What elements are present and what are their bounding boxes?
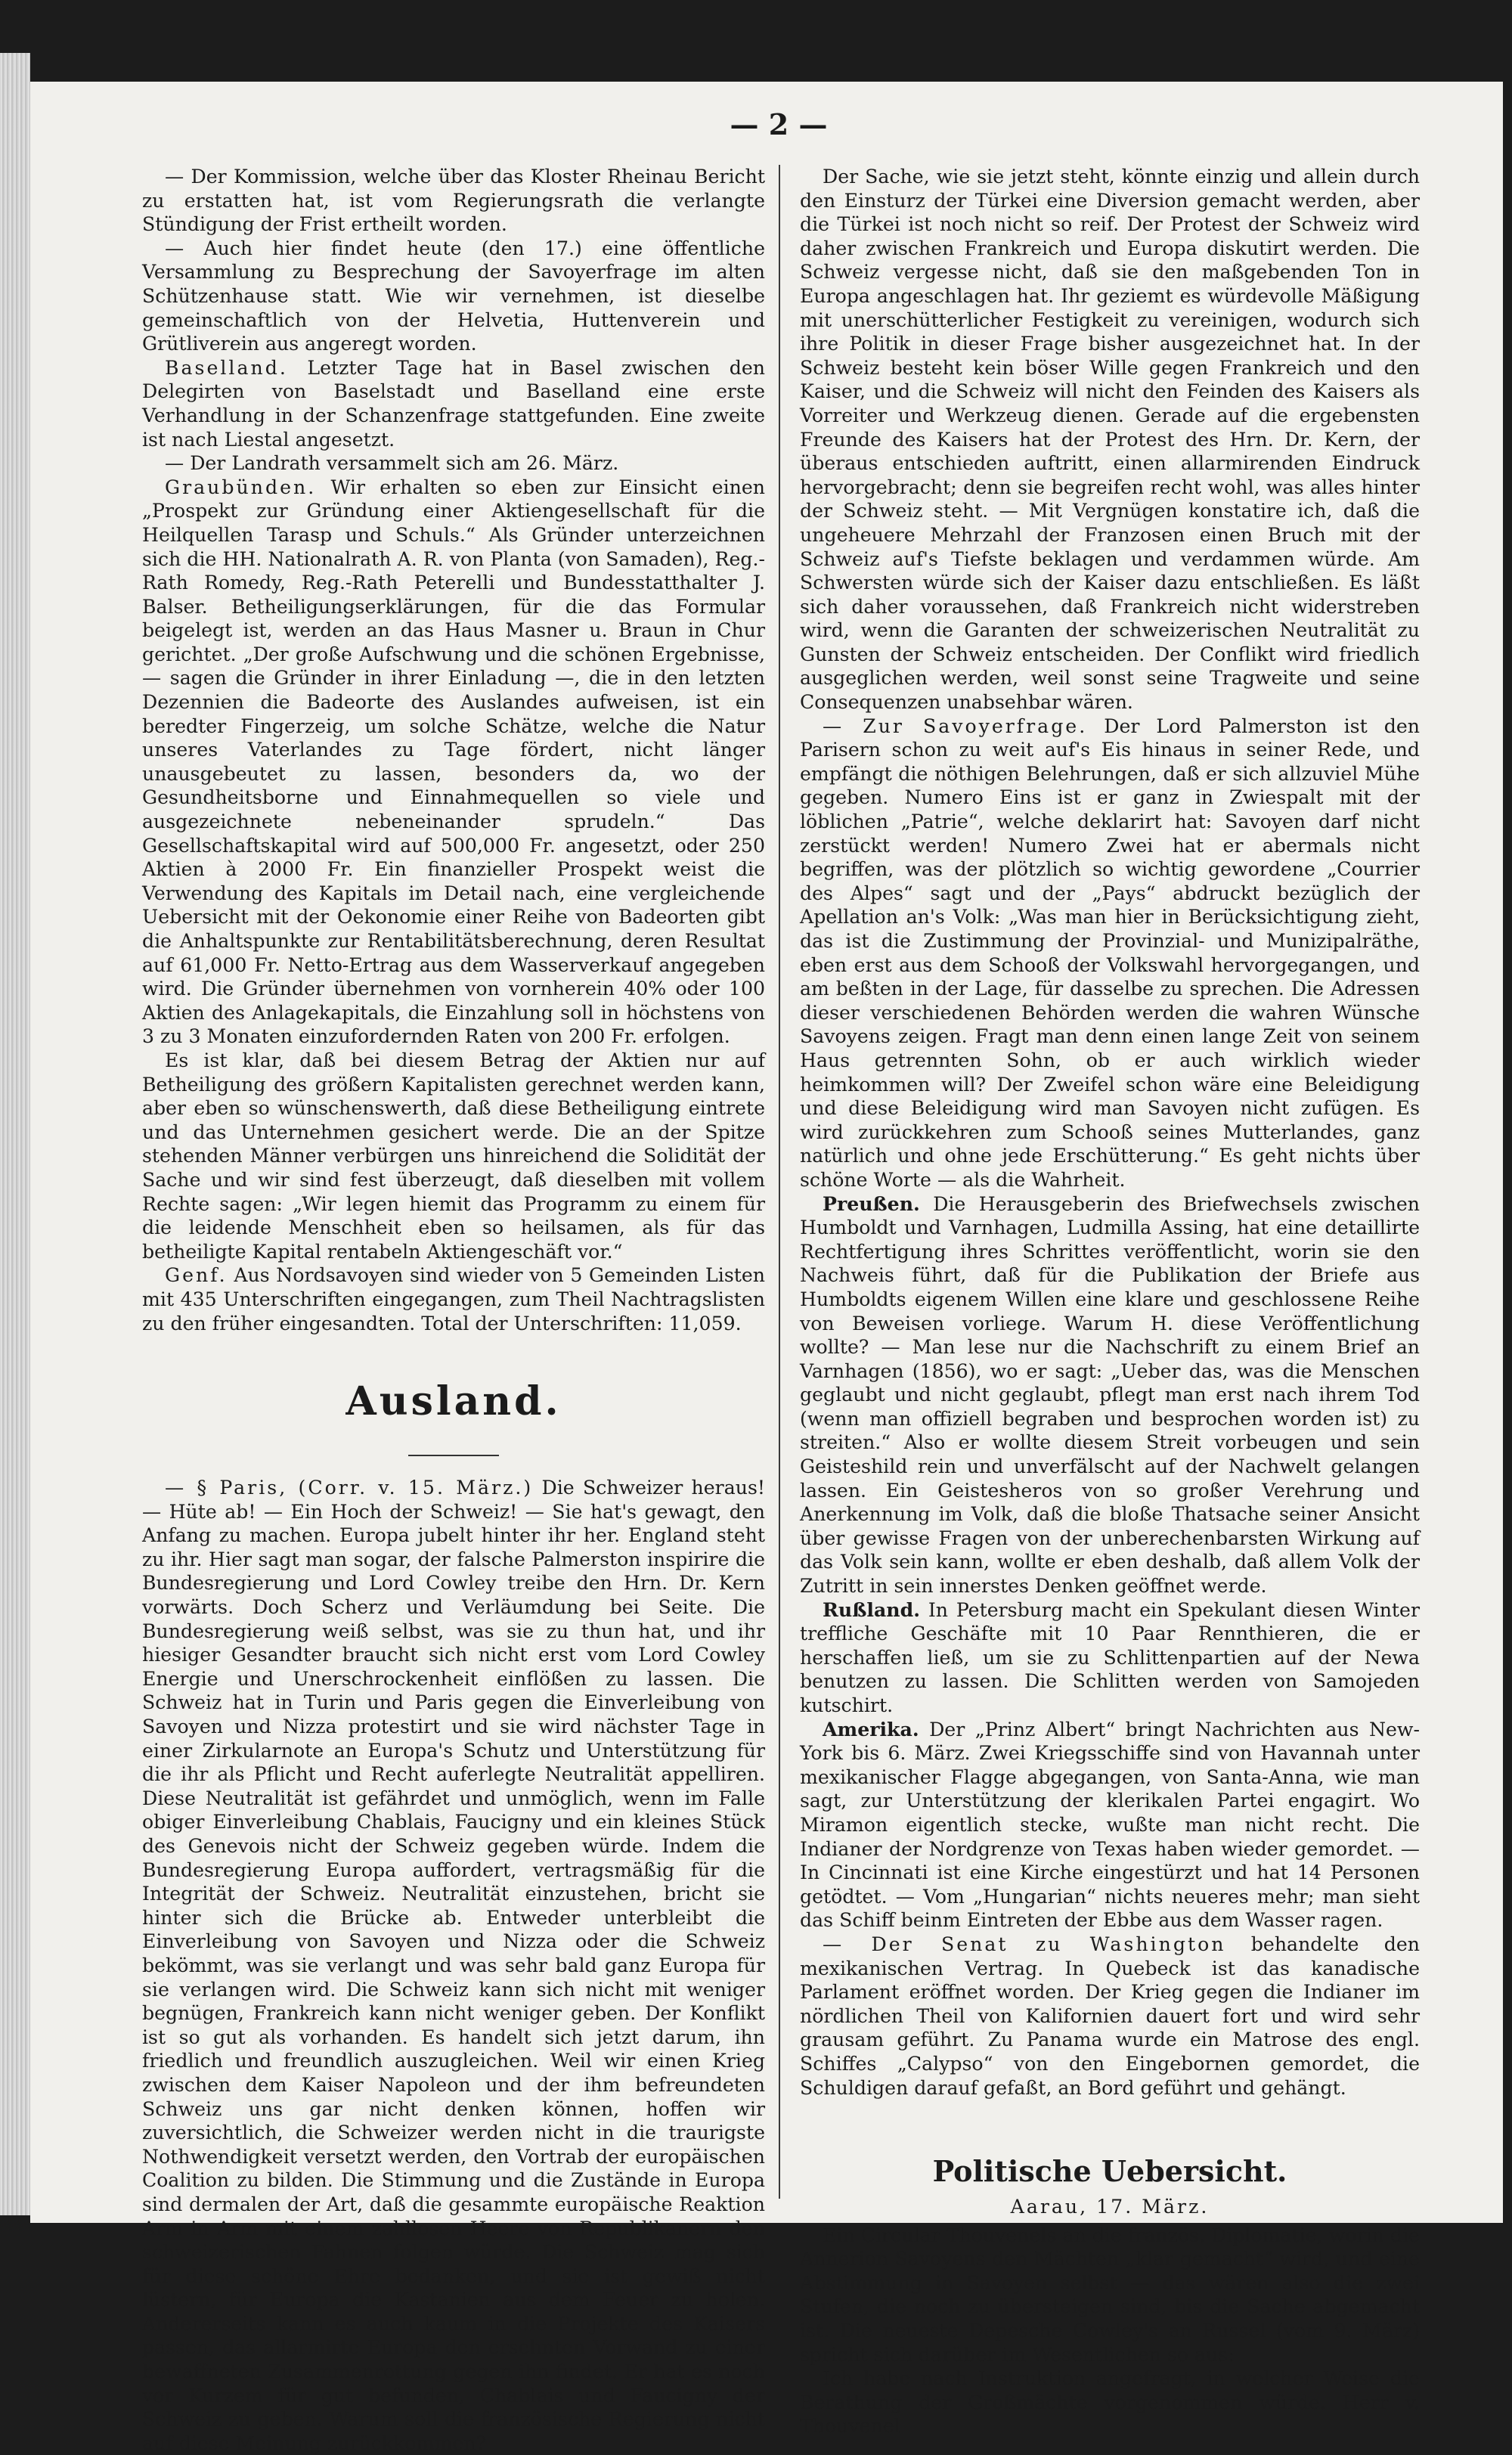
page-number: — 2 — (730, 107, 828, 141)
article-savoyerfrage (800, 714, 1420, 1192)
article-preussen (800, 1192, 1420, 1598)
article-baselland (142, 356, 765, 451)
heading-divider (408, 1455, 499, 1456)
article-senat (800, 1933, 1420, 2100)
section-lead-amerika: Amerika. (823, 1717, 919, 1741)
article-russland-text: In Petersburg macht ein Spekulant diesen Winter treffliche Geschäfte mit 10 Paar Rennthieren, die er herschaffen ließ, um sie zu Schlittenpartien auf der Newa benutzen zu lassen. Die Schlitten werden von Samojeden kutschirt. (800, 1598, 1420, 1716)
article-landrath: — Der Landrath versammelt sich am 26. März. (165, 452, 619, 475)
article-circular: Ein Circular Thouvenels an die französ. Diplomatie, worin die Annerion Savoyens den Mächten „klar gemacht“ wird, und eine Abstimmung in Savoyen selbst — das wären also die zwei Stufen, die noch zu übersteigen sind, bis die Sache abgemacht ist. Die neueste Depesche Cowley's an Russel (vom 9. März) spricht sich darüber im Wesentlichen so aus: (800, 2224, 1420, 2366)
section-lead-paris: — § Paris, (Corr. v. 15. März.) (165, 1477, 534, 1499)
section-lead-genf: Genf. (165, 1264, 228, 1287)
article-genf (142, 1263, 765, 1335)
section-lead-russland: Rußland. (823, 1598, 920, 1621)
left-column (142, 165, 765, 2455)
article-kommission: — Der Kommission, welche über das Kloster Rheinau Bericht zu erstatten hat, ist vom Regierungsrath die verlangte Stündigung der Frist ertheilt worden. (142, 166, 765, 236)
column-rule (779, 165, 780, 2199)
article-preussen-text: Die Herausgeberin des Briefwechsels zwischen Humboldt und Varnhagen, Ludmilla Assing, hat eine detaillirte Rechtfertigung ihres Schrittes veröffentlicht, worin sie den Nachweis führt, daß für die Publikation der Briefe aus Humboldts eigenem Willen eine klare und geschlossene Reihe von Beweisen vorliege. Warum H. diese Veröffentlichung wollte? — Man lese nur die Nachschrift zu einem Brief an Varnhagen (1856), wo er sagt: „Ueber das, was die Menschen geglaubt und nicht geglaubt, pflegt man erst nach ihrem Tod (wenn man offiziell begraben und besprochen worden ist) zu streiten.“ Also er wollte diesem Streit vorbeugen und sein Geisteshild rein und unverfälscht auf der Nachwelt gelangen lassen. Ein Geistesheros von so großer Verehrung und Anerkennung im Volk, daß die bloße Thatsache seiner Ansicht über gewisse Fragen von der unberechenbarsten Wirkung auf das Volk sein kann, wollte er eben deshalb, daß allem Volk der Zutritt in sein innerstes Denken geöffnet werde. (800, 1192, 1420, 1598)
heading-ausland: Ausland. (345, 1378, 562, 1425)
article-klar: Es ist klar, daß bei diesem Betrag der Aktien nur auf Betheiligung des größern Kapitalisten gerechnet werden kann, aber eben so wünschenswerth, daß diese Betheiligung eintrete und das Unternehmen gesichert werde. Die an der Spitze stehenden Männer verbürgen uns hinreichend die Solidität der Sache und wir sind fest überzeugt, daß dieselben mit vollem Rechte sagen: „Wir legen hiemit das Programm zu einem für die leidende Menschheit eben so heilsamen, als für das betheiligte Kapital rentabeln Aktiengeschäft vor.“ (142, 1049, 765, 1263)
dateline: Aarau, 17. März. (1010, 2196, 1210, 2218)
right-column (800, 165, 1420, 2438)
heading-politische-uebersicht: Politische Uebersicht. (932, 2154, 1287, 2189)
article-amerika (800, 1718, 1420, 1933)
article-baselland-text: Letzter Tage hat in Basel zwischen den Delegirten von Baselstadt und Baselland eine erste Verhandlung in der Schanzenfrage stattgefunden. Eine zweite ist nach Liestal angesetzt. (142, 356, 765, 451)
article-versammlung: — Auch hier findet heute (den 17.) eine öffentliche Versammlung zu Besprechung der Savoyerfrage im alten Schützenhause statt. Wie wir vernehmen, ist dieselbe gemeinschaftlich von der Helvetia, Huttenverein und Grütliverein aus angeregt worden. (142, 237, 765, 355)
section-lead-senat: — Der Senat zu Washington (823, 1933, 1226, 1955)
article-graubuenden (142, 476, 765, 1049)
article-russland (800, 1598, 1420, 1718)
article-paris (142, 1476, 765, 2455)
section-lead-baselland: Baselland. (165, 356, 288, 379)
section-lead-graubuenden: Graubünden. (165, 476, 317, 498)
article-tuerkei: Der Sache, wie sie jetzt steht, könnte einzig und allein durch den Einsturz der Türkei eine Diversion gemacht werden, aber die Türkei ist noch nicht so reif. Der Protest der Schweiz wird daher zwischen Frankreich und Europa diskutirt werden. Die Schweiz vergesse nicht, daß sie den maßgebenden Ton in Europa angeschlagen hat. Ihr geziemt es würdevolle Mäßigung mit unerschütterlicher Festigkeit zu vereinigen, wodurch sich ihre Politik in dieser Frage bisher ausgezeichnet hat. In der Schweiz besteht kein böser Wille gegen Frankreich und den Kaiser, und die Schweiz will nicht den Feinden des Kaisers als Vorreiter und Werkzeug dienen. Gerade auf die ergebensten Freunde des Kaisers hat der Protest des Hrn. Dr. Kern, der überaus entschieden auftritt, einen allarmirenden Eindruck hervorgebracht; denn sie begreifen recht wohl, was alles hinter der Schweiz steht. — Mit Vergnügen konstatire ich, daß die ungeheuere Mehrzahl der Franzosen einen Bruch mit der Schweiz auf's Tiefste beklagen und verdammen würde. Am Schwersten würde sich der Kaiser dazu entschließen. Es läßt sich daher voraussehen, daß Frankreich nicht widerstreben wird, wenn die Garanten der schweizerischen Neutralität zu Gunsten der Schweiz entscheiden. Der Conflikt wird friedlich ausgeglichen werden, weil sonst seine Tragweite und seine Consequenzen unabsehbar wären. (800, 166, 1420, 714)
section-lead-savoyerfrage: — Zur Savoyerfrage. (823, 714, 1088, 737)
article-graubuenden-text: Wir erhalten so eben zur Einsicht einen „Prospekt zur Gründung einer Aktiengesellschaft für die Heilquellen Tarasp und Schuls.“ Als Gründer unterzeichnen sich die HH. Nationalrath A. R. von Planta (von Samaden), Reg.-Rath Romedy, Reg.-Rath Peterelli und Bundesstatthalter J. Balser. Betheiligungserklärungen, für die das Formular beigelegt ist, werden an das Haus Masner u. Braun in Chur gerichtet. „Der große Aufschwung und die schönen Ergebnisse, — sagen die Gründer in ihrer Einladung —, die in den letzten Dezennien die Badeorte des Auslandes aufweisen, ist ein beredter Fingerzeig, um solche Schätze, welche die Natur unseres Vaterlandes zu Tage fördert, nicht länger unausgebeutet zu lassen, besonders da, wo der Gesundheitsborne und Einnahmequellen so viele und ausgezeichnete nebeneinander sprudeln.“ Das Gesellschaftskapital wird auf 500,000 Fr. angesetzt, oder 250 Aktien à 2000 Fr. Ein finanzieller Prospekt weist die Verwendung des Kapitals im Detail nach, eine vergleichende Uebersicht mit der Oekonomie einer Reihe von Badeorten gibt die Anhaltspunkte zur Rentabilitätsberechnung, deren Resultat auf 61,000 Fr. Netto-Ertrag aus dem Wasserverkauf angegeben wird. Die Gründer übernehmen von vornherein 40% oder 100 Aktien des Anlagekapitals, die Einzahlung soll in höchstens von 3 zu 3 Monaten einzufordernden Raten von 200 Fr. erfolgen. (142, 476, 765, 1048)
article-amerika-text: Der „Prinz Albert“ bringt Nachrichten aus New-York bis 6. März. Zwei Kriegsschiffe sind von Havannah unter mexikanischer Flagge abgegangen, von Santa-Anna, wie man sagt, zur Unterstützung der klerikalen Partei engagirt. Wo Miramon eigentlich stecke, wußte man nicht recht. Die Indianer der Nordgrenze von Texas haben wieder gemordet. — In Cincinnati ist eine Kirche eingestürzt und hat 14 Personen getödtet. — Vom „Hungarian“ nichts neueres mehr; man sieht das Schiff beinm Eintreten der Ebbe aus dem Wasser ragen. (800, 1718, 1421, 1932)
article-senat-text: behandelte den mexikanischen Vertrag. In Quebeck ist das kanadische Parlament eröffnet worden. Der Krieg gegen die Indianer im nördlichen Theil von Kalifornien dauert fort und wird sehr grausam geführt. Zu Panama wurde ein Matrose des engl. Schiffes „Calypso“ von den Eingebornen gemordet, die Schuldigen darauf gefaßt, an Bord geführt und gehängt. (800, 1933, 1420, 2099)
section-lead-preussen: Preußen. (823, 1192, 920, 1215)
article-instruktion: Ich habe nach Instruktion angefragt, in welcher Weise die Berathung der Großmächte vorgenommen würde. Herr v. Thouvenel (800, 2367, 1420, 2438)
page-edge (0, 53, 30, 2215)
article-paris-text: Die Schweizer heraus! — Hüte ab! — Ein Hoch der Schweiz! — Sie hat's gewagt, den Anfang zu machen. Europa jubelt hinter ihr her. England steht zu ihr. Hier sagt man sogar, der falsche Palmerston inspirire die Bundesregierung und Lord Cowley treibe den Hrn. Dr. Kern vorwärts. Doch Scherz und Verläumdung bei Seite. Die Bundesregierung weiß selbst, was sie zu thun hat, und ihr hiesiger Gesandter braucht sich nicht erst vom Lord Cowley Energie und Unerschrockenheit einflößen zu lassen. Die Schweiz hat in Turin und Paris gegen die Einverleibung von Savoyen und Nizza protestirt und sie wird nächster Tage in einer Zirkularnote an Europa's Schutz und Unterstützung für die ihr als Pflicht und Recht auferlegte Neutralität appelliren. Diese Neutralität ist gefährdet und unmöglich, wenn im Falle obiger Einverleibung Chablais, Faucigny und ein kleines Stück des Genevois nicht der Schweiz gegeben würde. Indem die Bundesregierung Europa auffordert, vertragsmäßig für die Integrität der Schweiz. Neutralität einzustehen, bricht sie hinter sich die Brücke ab. Entweder unterbleibt die Einverleibung von Savoyen und Nizza oder die Schweiz bekömmt, was sie verlangt und was sehr bald ganz Europa für sie verlangen wird. Die Schweiz kann sich nicht mit weniger begnügen, Frankreich kann nicht weniger geben. Der Konflikt ist so gut als vorhanden. Es handelt sich jetzt darum, ihn friedlich und freundlich auszugleichen. Weil wir einen Krieg zwischen dem Kaiser Napoleon und der ihm befreundeten Schweiz uns gar nicht denken können, hoffen wir zuversichtlich, die Schweizer werden nicht in die traurigste Nothwendigkeit versetzt werden, den Vortrab der europäischen Coalition zu bilden. Die Stimmung und die Zustände in Europa sind dermalen der Art, daß die gesammte europäische Reaktion Arm in Arm mit einem zahllosen Heere von Republikanern den schweizerischen Fahnen folgen würde. Die Schweiz mag sich für diese schöne Ehre bedanken, und sie ist gewiß nicht lüstern, für Europa die Kastanien aus dem Feuer zu holen. Andererseits kann es auch kaum in die Projekte des Kaisers passen, das allarmirte Europa den ersehnten Vorwand zu einer bewaffneten Zusammenrottung gegen ihn findet. Er hat es noch vor Kurzem für gut befunden, Chablais und Faucigny der Schweiz zu geben. Warum soll die französische Regierung nicht auf diese Meinung zurückkommen? (142, 1477, 766, 2454)
article-genf-text: Aus Nordsavoyen sind wieder von 5 Gemeinden Listen mit 435 Unterschriften eingegangen, zum Theil Nachtragslisten zu den früher eingesandten. Total der Unterschriften: 11,059. (142, 1264, 765, 1334)
article-savoyerfrage-text: Der Lord Palmerston ist den Parisern schon zu weit auf's Eis hinaus in seiner Rede, und empfängt die nöthigen Belehrungen, daß er sich allzuviel Mühe gegeben. Numero Eins ist er ganz in Zwiespalt mit der löblichen „Patrie“, welche deklarirt hat: Savoyen darf nicht zerstückt werden! Numero Zwei hat er abermals nicht begriffen, was der plötzlich so wichtig gewordene „Courrier des Alpes“ sagt und der „Pays“ abdruckt bezüglich der Apellation an's Volk: „Was man hier in Berücksichtigung zieht, das ist die Zustimmung der Provinzial- und Munizipalräthe, eben erst aus dem Schooß der Volkswahl hervorgegangen, und am beßten in der Lage, für dasselbe zu sprechen. Die Adressen dieser verschiedenen Behörden werden die wahren Wünsche Savoyens zeigen. Fragt man denn einen lange Zeit von seinem Haus getrennten Sohn, ob er auch wirklich wieder heimkommen will? Der Zweifel schon wäre eine Beleidigung und diese Beleidigung wird man Savoyen nicht zufügen. Es wird zurückkehren zum Schooß seines Mutterlandes, ganz natürlich und ohne jede Erschütterung.“ Es geht nichts über schöne Worte — als die Wahrheit. (800, 714, 1420, 1191)
